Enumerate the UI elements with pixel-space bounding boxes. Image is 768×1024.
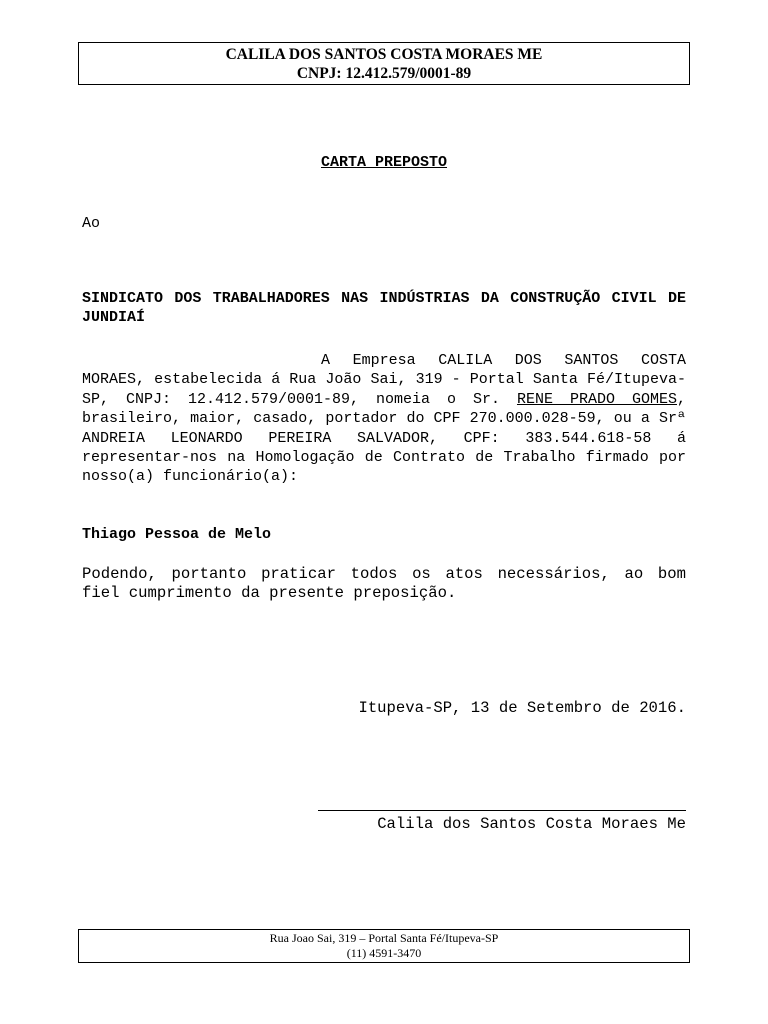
body-text-start: A Empresa CALILA DOS SANTOS COSTA MORAES, estabelecida á Rua João Sai, 319 - Portal Santa Fé/Itupeva-SP, CNPJ: 12.412.579/0001-89, nomeia o Sr.	[82, 352, 686, 408]
employee-name: Thiago Pessoa de Melo	[82, 526, 272, 543]
signature-name: Calila dos Santos Costa Moraes Me	[377, 815, 686, 833]
footer-box	[78, 929, 690, 963]
company-name: CALILA DOS SANTOS COSTA MORAES ME	[225, 46, 543, 63]
body-paragraph	[82, 351, 686, 487]
place-date: Itupeva-SP, 13 de Setembro de 2016.	[358, 699, 686, 717]
closing-paragraph: Podendo, portanto praticar todos os atos necessários, ao bom fiel cumprimento da presente preposição.	[82, 565, 686, 603]
body-text-end: , brasileiro, maior, casado, portador do CPF 270.000.028-59, ou a Srª ANDREIA LEONARDO PEREIRA SALVADOR, CPF: 383.544.618-58 á representar-nos na Homologação de Contrato de Trabalho firmado por nosso(a) funcionário(a):	[82, 390, 686, 486]
signature-line	[318, 810, 686, 811]
letterhead-box	[78, 42, 690, 85]
salutation: Ao	[82, 215, 101, 232]
footer-address: Rua Joao Sai, 319 – Portal Santa Fé/Itupeva-SP	[269, 931, 499, 945]
company-cnpj: CNPJ: 12.412.579/0001-89	[296, 65, 472, 82]
recipient-name: SINDICATO DOS TRABALHADORES NAS INDÚSTRIAS DA CONSTRUÇÃO CIVIL DE JUNDIAÍ	[82, 290, 686, 327]
footer-phone: (11) 4591-3470	[346, 946, 422, 960]
document-title-container	[0, 154, 768, 171]
document-title: CARTA PREPOSTO	[320, 154, 448, 171]
preposto-name: RENE PRADO GOMES	[516, 390, 677, 408]
